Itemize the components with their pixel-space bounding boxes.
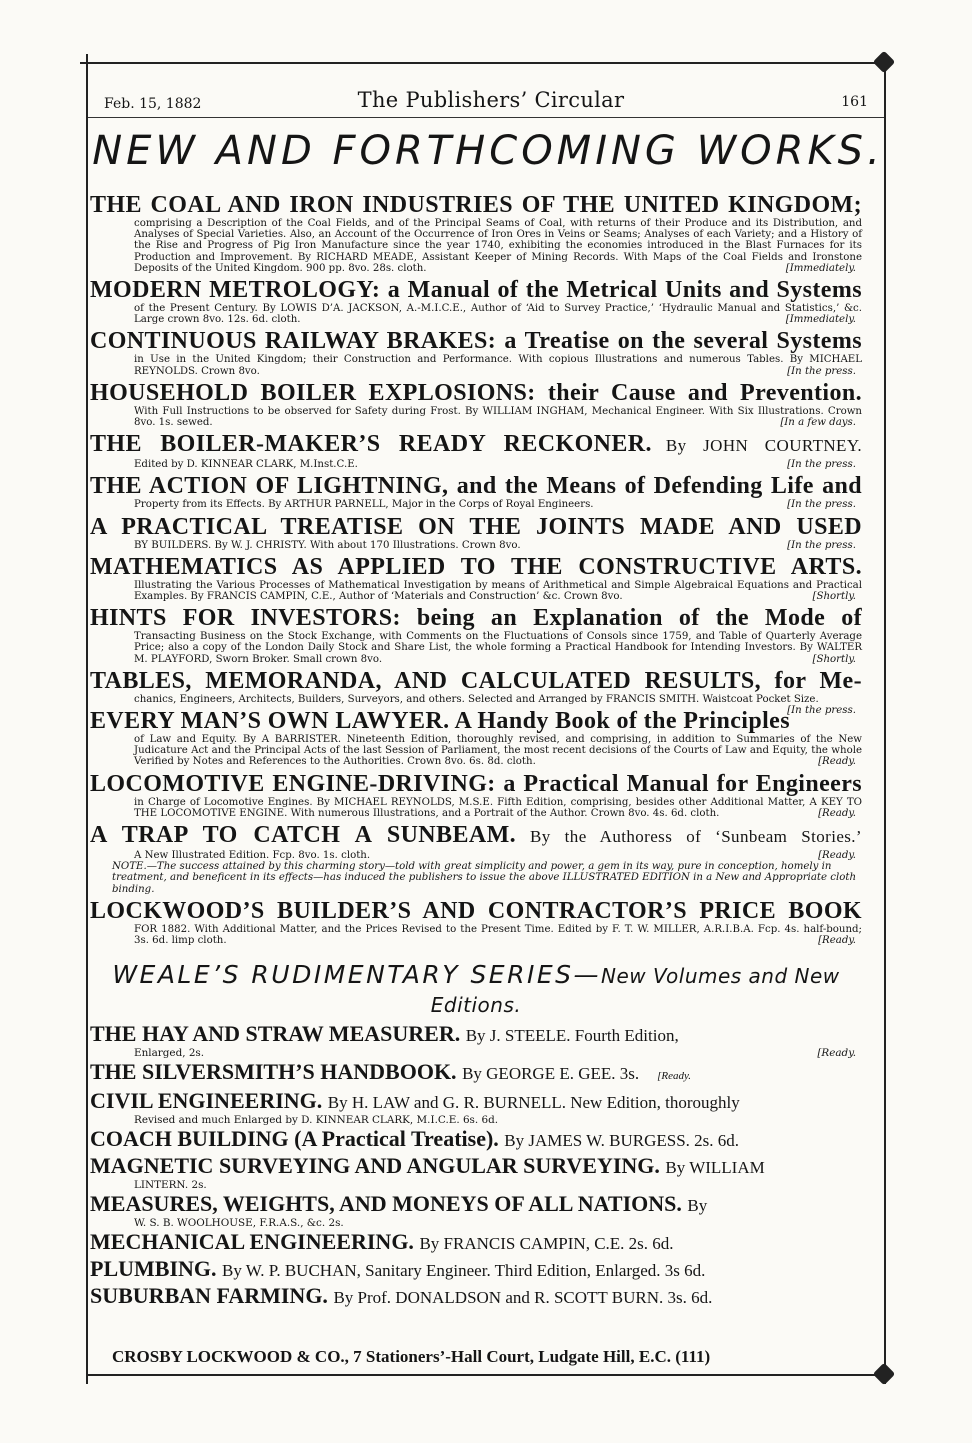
book-entry [90,514,862,551]
book-title: EVERY MAN’S OWN LAWYER. A Handy Book of the Principles [90,708,790,735]
page-number: 161 [841,94,868,110]
book-title: TABLES, MEMORANDA, AND CALCULATED RESULTS, for Me- [90,667,862,694]
book-description: A New Illustrated Edition. Fcp. 8vo. 1s. cloth. [Ready. [134,850,856,862]
weale-details: By Prof. DONALDSON and R. SCOTT BURN. 3s. 6d. [333,1288,713,1308]
weale-subline: LINTERN. 2s. [134,1179,207,1192]
book-description: Edited by D. KINNEAR CLARK, M.Inst.C.E. [In the press. [134,459,856,471]
weale-details: By WILLIAM [665,1158,765,1178]
weale-subline: W. S. B. WOOLHOUSE, F.R.A.S., &c. 2s. [134,1217,344,1230]
book-entry [90,708,862,768]
book-entry [90,667,862,717]
page-banner: NEW AND FORTHCOMING WORKS. [92,128,884,174]
book-entry [90,771,862,819]
book-title: THE BOILER-MAKER’S READY RECKONER. By JOHN COURTNEY. [90,431,862,458]
weale-subline: Enlarged, 2s. [134,1047,205,1060]
book-entry [90,431,862,470]
weale-title: MECHANICAL ENGINEERING. [90,1229,414,1255]
book-title: LOCKWOOD’S BUILDER’S AND CONTRACTOR’S PRICE BOOK [90,897,862,924]
weale-details: By [687,1196,708,1216]
weale-entry [90,1257,862,1283]
publication-status: [In the press. [787,539,856,551]
book-title: THE COAL AND IRON INDUSTRIES OF THE UNITED KINGDOM; [90,192,862,218]
book-description: of Law and Equity. By A BARRISTER. Nineteenth Edition, thoroughly revised, and comprising, in addition to Summaries of the New Judicature Act and the Principal Acts of the last Session of Parliament, the most recent decisions of the Courts of Law and Equity, the whole Verified by Notes and References to the Authorities. Crown 8vo. 6s. 8d. cloth. [Ready. [134,734,862,768]
book-title: HOUSEHOLD BOILER EXPLOSIONS: their Cause and Prevention. [90,379,862,406]
weale-title: PLUMBING. [90,1256,217,1282]
page-border-right [884,54,886,1384]
weale-title: MEASURES, WEIGHTS, AND MONEYS OF ALL NATIONS. [90,1191,682,1217]
book-description: FOR 1882. With Additional Matter, and the Prices Revised to the Present Time. Edited by F. T. W. MILLER, A.R.I.B.A. Fcp. 4s. half-bound; 3s. 6d. limp cloth. [Ready. [134,923,862,947]
book-description: Illustrating the Various Processes of Mathematical Investigation by means of Arithmetical and Simple Algebraical Equations and Practical Examples. By FRANCIS CAMPIN, C.E., Author of ‘Materials and Construction’ &c. Crown 8vo. [Shortly. [134,579,862,603]
publication-status: [In the press. [787,459,856,471]
book-entry [90,898,862,946]
weale-entry [90,1230,862,1256]
book-title: HINTS FOR INVESTORS: being an Explanation of the Mode of [90,605,862,632]
book-title: THE ACTION OF LIGHTNING, and the Means of Defending Life and [90,473,862,500]
book-description: in Charge of Locomotive Engines. By MICHAEL REYNOLDS, M.S.E. Fifth Edition, comprising, besides other Additional Matter, A KEY TO THE LOCOMOTIVE ENGINE. With numerous Illustrations, and a Portrait of the Author. Crown 8vo. 4s. 6d. cloth. [Ready. [134,796,862,819]
publication-status: [Ready. [817,1047,856,1060]
book-title: A PRACTICAL TREATISE ON THE JOINTS MADE AND USED [90,513,862,540]
publication-status: [Ready. [657,1070,692,1083]
book-description: of the Present Century. By LOWIS D’A. JACKSON, A.-M.I.C.E., Author of ‘Aid to Survey Practice,’ ‘Hydraulic Manual and Statistics,’ &c. Large crown 8vo. 12s. 6d. cloth. [Immediately. [134,303,862,326]
publication-status: [Immediately. [785,262,856,274]
book-title: MATHEMATICS AS APPLIED TO THE CONSTRUCTIVE ARTS. [90,553,862,580]
publication-status: [In a few days. [780,417,856,429]
book-author: By the Authoress of ‘Sunbeam Stories.’ [530,827,862,847]
weale-title: THE SILVERSMITH’S HANDBOOK. [90,1059,457,1085]
publication-status: [Ready. [818,850,856,862]
book-author: By JOHN COURTNEY. [665,436,862,456]
weale-series-heading: WEALE’S RUDIMENTARY SERIES—New Volumes and New Editions. [112,960,840,1018]
book-entry [90,328,862,376]
book-title: CONTINUOUS RAILWAY BRAKES: a Treatise on the several Systems [90,328,862,355]
book-description: comprising a Description of the Coal Fields, and of the Principal Seams of Coal, with returns of their Produce and its Distribution, and Analyses of Special Varieties. Also, an Account of the Occurrence of Iron Ores in Veins or Seams; Analyses of each Variety; and a History of the Rise and Progress of Pig Iron Manufacture since the year 1740, exhibiting the economies introduced in the Blast Furnaces for its Production and Improvement. By RICHARD MEADE, Assistant Keeper of Mining Records. With Maps of the Coal Fields and Ironstone Deposits of the United Kingdom. 900 pp. 8vo. 28s. cloth. [Immediately. [134,218,862,274]
book-description: Transacting Business on the Stock Exchange, with Comments on the Fluctuations of Consols since 1759, and Table of Quarterly Average Price; also a copy of the London Daily Stock and Share List, the whole forming a Practical Handbook for Intending Investors. By WALTER M. PLAYFORD, Sworn Broker. Small crown 8vo. [Shortly. [134,631,862,665]
book-description: in Use in the United Kingdom; their Construction and Performance. With copious Illustrations and numerous Tables. By MICHAEL REYNOLDS. Crown 8vo. [In the press. [134,354,862,377]
bottom-rule [88,1374,884,1376]
book-description: BY BUILDERS. By W. J. CHRISTY. With about 170 Illustrations. Crown 8vo. [In the press. [134,539,856,551]
publication-status: [In the press. [787,705,856,717]
book-title: A TRAP TO CATCH A SUNBEAM. By the Authoress of ‘Sunbeam Stories.’ [90,822,862,849]
page-border-left [86,54,88,1384]
publication-status: [Shortly. [812,653,856,665]
weale-entry [90,1192,862,1229]
publisher-imprint: CROSBY LOCKWOOD & CO., 7 Stationers’-Hall Court, Ludgate Hill, E.C. (111) [112,1347,711,1366]
publication-status: [Shortly. [812,591,856,603]
book-description: With Full Instructions to be observed for Safety during Frost. By WILLIAM INGHAM, Mechanical Engineer. With Six Illustrations. Crown 8vo. 1s. sewed. [In a few days. [134,405,862,429]
weale-subline: Revised and much Enlarged by D. KINNEAR CLARK, M.I.C.E. 6s. 6d. [134,1114,499,1127]
top-rule [80,62,886,64]
book-entry [90,277,862,325]
weale-details: By GEORGE E. GEE. 3s. [462,1064,640,1084]
weale-details: By J. STEELE. Fourth Edition, [465,1026,679,1046]
weale-details: By JAMES W. BURGESS. 2s. 6d. [504,1131,740,1151]
weale-entry [90,1022,862,1059]
book-entry [90,380,862,428]
weale-entry [90,1060,862,1088]
publication-status: [Ready. [818,807,856,819]
corner-ornament-icon [873,51,896,74]
journal-title: The Publishers’ Circular [357,88,625,112]
book-entry [90,192,862,274]
publication-status: [In the press. [787,499,856,511]
weale-details: By W. P. BUCHAN, Sanitary Engineer. Third Edition, Enlarged. 3s 6d. [222,1261,706,1281]
publication-status: [In the press. [787,365,856,377]
book-entry [90,473,862,510]
book-entry [90,554,862,602]
book-description: chanics, Engineers, Architects, Builders, Surveyors, and others. Selected and Arranged by FRANCIS SMITH. Waistcoat Pocket Size. [In the press. [134,693,856,717]
weale-details: By FRANCIS CAMPIN, C.E. 2s. 6d. [419,1234,674,1254]
weale-entry [90,1127,862,1153]
weale-entry [90,1089,862,1126]
publication-status: [Ready. [818,935,856,947]
publication-status: [Ready. [818,756,856,768]
weale-title: MAGNETIC SURVEYING AND ANGULAR SURVEYING. [90,1153,660,1179]
header-rule [88,117,884,118]
running-head [96,88,886,116]
weale-entry [90,1284,862,1310]
advert-list [90,192,862,1311]
book-entry [90,605,862,665]
book-title: LOCOMOTIVE ENGINE-DRIVING: a Practical Manual for Engineers [90,770,862,797]
weale-title: COACH BUILDING (A Practical Treatise). [90,1126,499,1152]
issue-date: Feb. 15, 1882 [104,96,202,112]
weale-title: THE HAY AND STRAW MEASURER. [90,1021,461,1047]
book-description: Property from its Effects. By ARTHUR PARNELL, Major in the Corps of Royal Engineers. [In the press. [134,499,856,511]
book-entry [90,822,862,895]
weale-entry [90,1154,862,1191]
publisher-note: NOTE.—The success attained by this charming story—told with great simplicity and power, a gem in its way, pure in conception, homely in treatment, and beneficent in its effects—has induced the publishers to issue the above ILLUSTRATED EDITION in a New and Appropriate cloth binding. [112,861,857,895]
weale-title: CIVIL ENGINEERING. [90,1088,323,1114]
corner-ornament-icon [873,1363,896,1386]
publication-status: [Immediately. [785,314,856,326]
weale-details: By H. LAW and G. R. BURNELL. New Edition, thoroughly [327,1093,740,1113]
weale-title: SUBURBAN FARMING. [90,1283,328,1309]
book-title: MODERN METROLOGY: a Manual of the Metrical Units and Systems [90,277,862,304]
